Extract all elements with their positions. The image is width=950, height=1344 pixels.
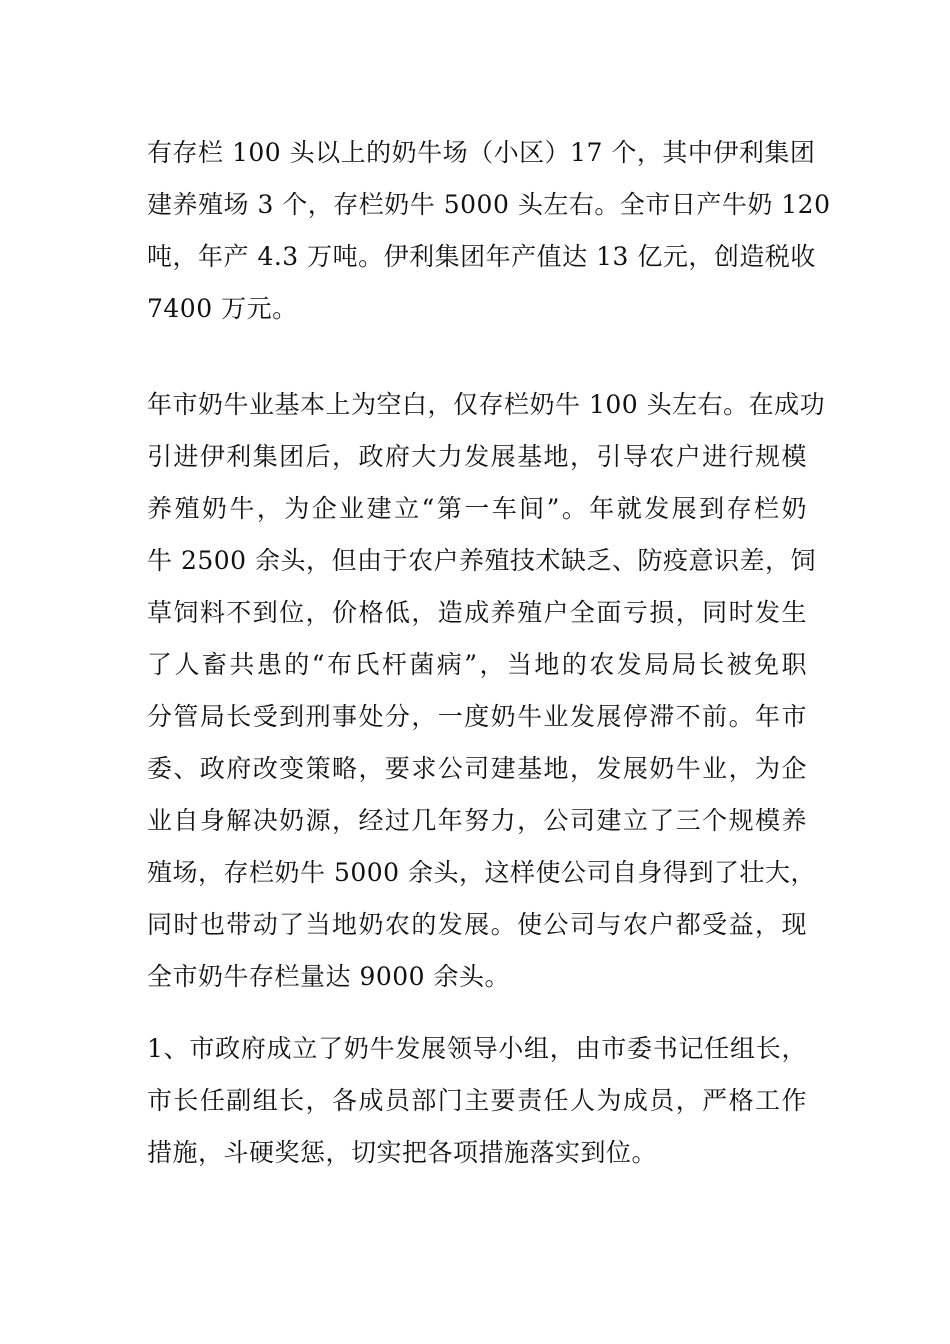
text-line: 委、政府改变策略，要求公司建基地，发展奶牛业，为企 bbox=[147, 754, 807, 783]
text-line: 市长任副组长，各成员部门主要责任人为成员，严格工作 bbox=[147, 1086, 807, 1115]
text-line: 同时也带动了当地奶农的发展。使公司与农户都受益，现 bbox=[147, 910, 807, 939]
text-line: 年市奶牛业基本上为空白，仅存栏奶牛 100 头左右。在成功 bbox=[147, 390, 826, 419]
paragraph-dairy-farms bbox=[147, 127, 831, 335]
text-line: 殖场，存栏奶牛 5000 余头，这样使公司自身得到了壮大， bbox=[147, 858, 817, 887]
text-line: 吨，年产 4.3 万吨。伊利集团年产值达 13 亿元，创造税收 bbox=[147, 242, 816, 271]
text-line: 措施，斗硬奖惩，切实把各项措施落实到位。 bbox=[147, 1138, 658, 1167]
text-line: 养殖奶牛，为企业建立“第一车间”。年就发展到存栏奶 bbox=[147, 494, 807, 523]
paragraph-dairy-history bbox=[147, 379, 826, 1003]
text-line: 7400 万元。 bbox=[147, 294, 298, 323]
text-line: 建养殖场 3 个，存栏奶牛 5000 头左右。全市日产牛奶 120 bbox=[147, 190, 831, 219]
text-line: 引进伊利集团后，政府大力发展基地，引导农户进行规模 bbox=[147, 442, 807, 471]
paragraph-leadership-group bbox=[147, 1023, 807, 1179]
text-line: 有存栏 100 头以上的奶牛场（小区）17 个，其中伊利集团 bbox=[147, 138, 816, 167]
text-line: 了人畜共患的“布氏杆菌病”，当地的农发局局长被免职 bbox=[147, 650, 807, 679]
text-line: 分管局长受到刑事处分，一度奶牛业发展停滞不前。年市 bbox=[147, 702, 807, 731]
text-line: 牛 2500 余头，但由于农户养殖技术缺乏、防疫意识差，饲 bbox=[147, 546, 817, 575]
text-line: 1、市政府成立了奶牛发展领导小组，由市委书记任组长， bbox=[147, 1034, 807, 1063]
text-line: 业自身解决奶源，经过几年努力，公司建立了三个规模养 bbox=[147, 806, 807, 835]
text-line: 草饲料不到位，价格低，造成养殖户全面亏损，同时发生 bbox=[147, 598, 807, 627]
text-line: 全市奶牛存栏量达 9000 余头。 bbox=[147, 962, 511, 991]
